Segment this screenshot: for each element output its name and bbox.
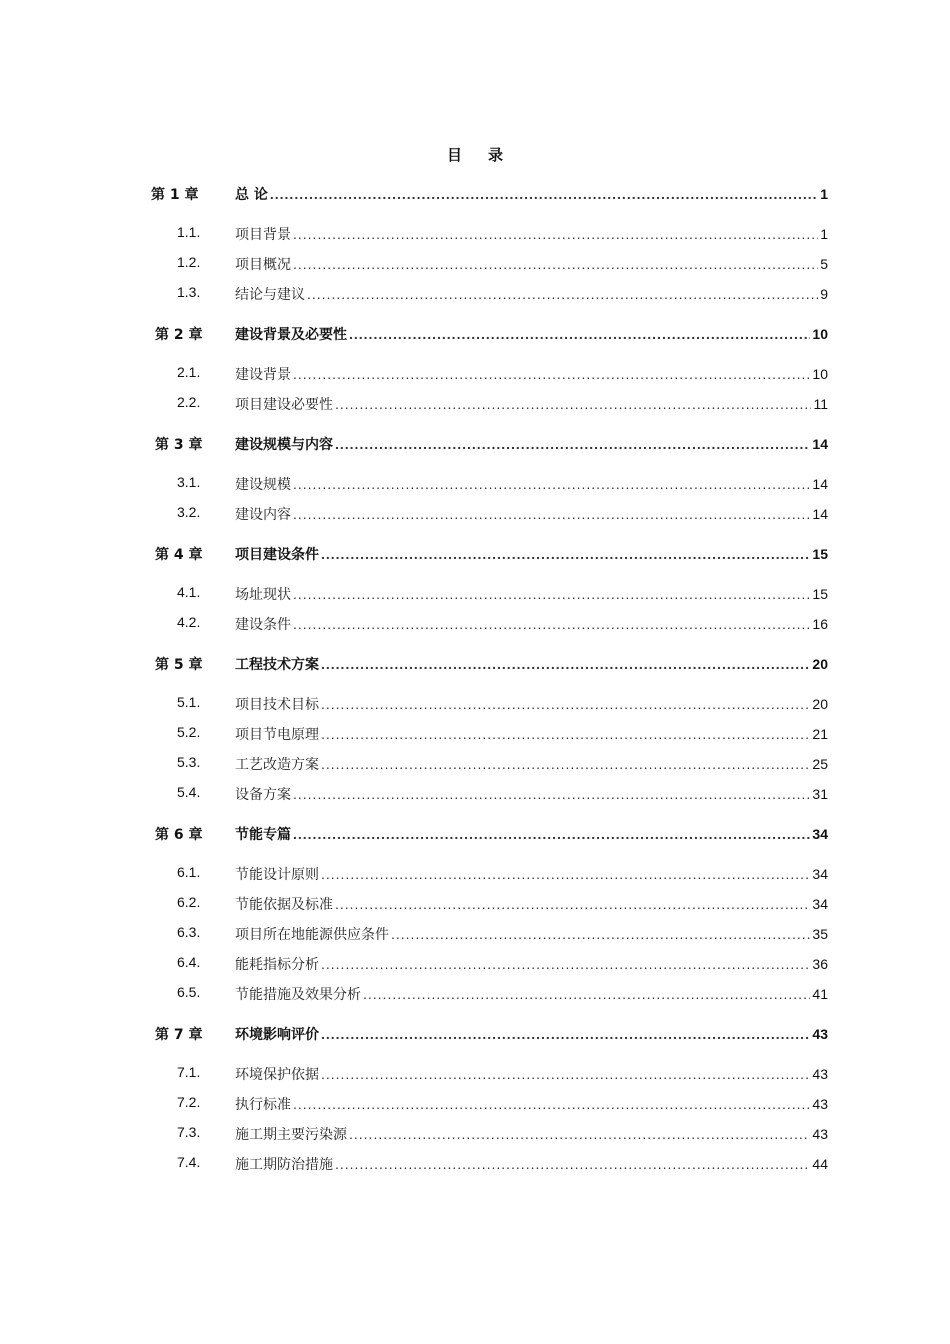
section-number: 2.2. [177,394,201,410]
section-page-number: 11 [813,396,828,412]
dot-leader [349,1126,810,1142]
chapter-number: 第 5 章 [155,657,203,673]
section-entry [235,1154,828,1174]
toc-section-row[interactable] [0,1118,950,1148]
section-page-number: 43 [812,1066,828,1082]
toc-chapter-row[interactable] [0,818,950,848]
chapter-entry [235,1024,828,1044]
section-page-number: 16 [812,616,828,632]
toc-section-row[interactable] [0,608,950,638]
section-title: 能耗指标分析 [235,957,319,973]
section-title: 项目技术目标 [235,697,319,713]
section-number: 1.2. [177,254,201,270]
dot-leader [321,546,810,562]
chapter-entry [235,824,828,844]
chapter-entry [235,654,828,674]
dot-leader [307,286,818,302]
section-entry [235,754,828,774]
section-page-number: 34 [812,896,828,912]
section-entry [235,894,828,914]
section-title: 设备方案 [235,787,291,803]
toc-section-row[interactable] [0,918,950,948]
chapter-title: 节能专篇 [235,827,291,843]
section-number: 7.3. [177,1124,201,1140]
section-page-number: 31 [812,786,828,802]
chapter-title: 建设背景及必要性 [235,327,347,343]
section-number: 3.1. [177,474,201,490]
section-number: 6.1. [177,864,201,880]
section-entry [235,954,828,974]
toc-chapter-row[interactable] [0,538,950,568]
section-entry [235,584,828,604]
chapter-number: 第 1 章 [151,187,199,203]
section-title: 场址现状 [235,587,291,603]
section-entry [235,784,828,804]
section-number: 4.1. [177,584,201,600]
chapter-title: 建设规模与内容 [235,437,333,453]
section-title: 项目背景 [235,227,291,243]
section-entry [235,504,828,524]
dot-leader [363,986,810,1002]
section-number: 1.1. [177,224,201,240]
section-page-number: 9 [820,286,828,302]
chapter-entry [235,434,828,454]
dot-leader [321,696,810,712]
dot-leader [321,726,810,742]
section-page-number: 21 [812,726,828,742]
section-page-number: 1 [820,226,828,242]
chapter-page-number: 1 [820,186,828,202]
section-title: 建设背景 [235,367,291,383]
section-page-number: 25 [812,756,828,772]
toc-chapter-row[interactable] [0,648,950,678]
section-page-number: 14 [812,476,828,492]
toc-section-row[interactable] [0,718,950,748]
dot-leader [293,1096,810,1112]
dot-leader [335,436,810,452]
toc-chapter-row[interactable] [0,178,950,208]
section-title: 施工期防治措施 [235,1157,333,1173]
chapter-title: 总 论 [235,187,268,203]
section-number: 7.4. [177,1154,201,1170]
chapter-title: 项目建设条件 [235,547,319,563]
section-number: 7.2. [177,1094,201,1110]
section-number: 6.4. [177,954,201,970]
chapter-number: 第 3 章 [155,437,203,453]
toc-title-part-1: 目 [446,146,462,164]
toc-section-row[interactable] [0,1148,950,1178]
section-number: 5.4. [177,784,201,800]
toc-title [0,144,950,165]
section-page-number: 41 [812,986,828,1002]
section-title: 节能依据及标准 [235,897,333,913]
section-page-number: 5 [820,256,828,272]
chapter-page-number: 43 [812,1026,828,1042]
chapter-page-number: 14 [812,436,828,452]
section-title: 项目节电原理 [235,727,319,743]
section-page-number: 15 [812,586,828,602]
section-page-number: 20 [812,696,828,712]
dot-leader [293,826,810,842]
section-entry [235,1094,828,1114]
dot-leader [293,226,818,242]
toc-section-row[interactable] [0,1088,950,1118]
dot-leader [293,586,810,602]
section-entry [235,224,828,244]
dot-leader [270,186,818,202]
dot-leader [293,256,818,272]
section-page-number: 14 [812,506,828,522]
section-number: 5.1. [177,694,201,710]
section-title: 项目概况 [235,257,291,273]
section-title: 工艺改造方案 [235,757,319,773]
section-entry [235,694,828,714]
section-entry [235,284,828,304]
toc-chapter-row[interactable] [0,1018,950,1048]
chapter-page-number: 34 [812,826,828,842]
section-title: 施工期主要污染源 [235,1127,347,1143]
toc-section-row[interactable] [0,468,950,498]
dot-leader [391,926,810,942]
section-page-number: 44 [812,1156,828,1172]
section-page-number: 43 [812,1096,828,1112]
section-title: 执行标准 [235,1097,291,1113]
section-title: 建设条件 [235,617,291,633]
toc-section-row[interactable] [0,388,950,418]
dot-leader [321,756,810,772]
section-entry [235,724,828,744]
section-entry [235,924,828,944]
toc-section-row[interactable] [0,888,950,918]
chapter-entry [235,324,828,344]
dot-leader [349,326,810,342]
dot-leader [293,786,810,802]
section-title: 建设内容 [235,507,291,523]
section-page-number: 35 [812,926,828,942]
chapter-number: 第 6 章 [155,827,203,843]
toc-section-row[interactable] [0,948,950,978]
toc-section-row[interactable] [0,578,950,608]
section-number: 6.5. [177,984,201,1000]
toc-section-row[interactable] [0,278,950,308]
dot-leader [335,1156,810,1172]
section-entry [235,254,828,274]
section-page-number: 34 [812,866,828,882]
toc-section-row[interactable] [0,498,950,528]
chapter-page-number: 10 [812,326,828,342]
section-entry [235,984,828,1004]
dot-leader [335,396,811,412]
toc-section-row[interactable] [0,358,950,388]
chapter-entry [235,184,828,204]
section-entry [235,1124,828,1144]
chapter-number: 第 7 章 [155,1027,203,1043]
toc-section-row[interactable] [0,978,950,1008]
chapter-number: 第 4 章 [155,547,203,563]
toc-chapter-row[interactable] [0,428,950,458]
dot-leader [321,1066,810,1082]
section-entry [235,364,828,384]
section-number: 6.3. [177,924,201,940]
dot-leader [321,866,810,882]
table-of-contents [0,178,950,1178]
toc-title-part-2: 录 [488,146,504,164]
toc-section-row[interactable] [0,248,950,278]
section-number: 6.2. [177,894,201,910]
toc-section-row[interactable] [0,748,950,778]
section-entry [235,474,828,494]
toc-section-row[interactable] [0,858,950,888]
dot-leader [335,896,810,912]
section-entry [235,394,828,414]
section-number: 1.3. [177,284,201,300]
toc-section-row[interactable] [0,778,950,808]
section-number: 5.2. [177,724,201,740]
chapter-number: 第 2 章 [155,327,203,343]
section-title: 结论与建议 [235,287,305,303]
section-number: 4.2. [177,614,201,630]
section-entry [235,1064,828,1084]
section-number: 2.1. [177,364,201,380]
section-page-number: 10 [812,366,828,382]
toc-section-row[interactable] [0,688,950,718]
chapter-title: 工程技术方案 [235,657,319,673]
section-title: 项目所在地能源供应条件 [235,927,389,943]
section-title: 建设规模 [235,477,291,493]
chapter-entry [235,544,828,564]
section-page-number: 36 [812,956,828,972]
section-number: 7.1. [177,1064,201,1080]
dot-leader [321,956,810,972]
section-title: 节能措施及效果分析 [235,987,361,1003]
dot-leader [293,616,810,632]
section-page-number: 43 [812,1126,828,1142]
toc-section-row[interactable] [0,218,950,248]
section-entry [235,864,828,884]
dot-leader [293,506,810,522]
section-title: 项目建设必要性 [235,397,333,413]
section-entry [235,614,828,634]
chapter-page-number: 20 [812,656,828,672]
dot-leader [293,366,810,382]
dot-leader [321,1026,810,1042]
section-number: 5.3. [177,754,201,770]
toc-section-row[interactable] [0,1058,950,1088]
chapter-title: 环境影响评价 [235,1027,319,1043]
toc-chapter-row[interactable] [0,318,950,348]
chapter-page-number: 15 [812,546,828,562]
dot-leader [293,476,810,492]
section-number: 3.2. [177,504,201,520]
dot-leader [321,656,810,672]
section-title: 节能设计原则 [235,867,319,883]
section-title: 环境保护依据 [235,1067,319,1083]
